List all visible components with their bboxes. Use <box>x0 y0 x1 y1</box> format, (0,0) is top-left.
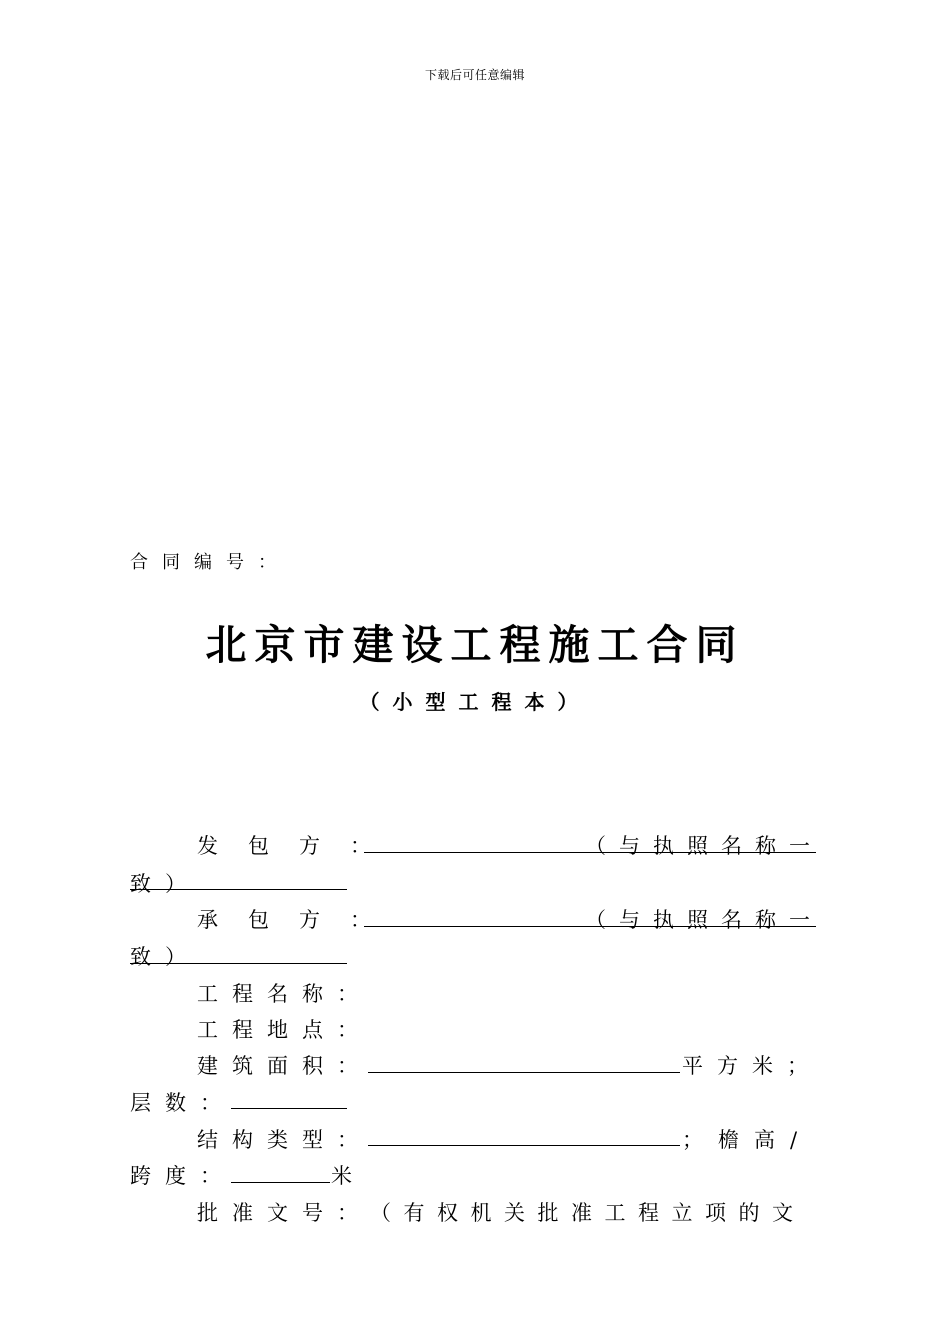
document-title: 北京市建设工程施工合同 <box>205 621 745 669</box>
floors-blank-line[interactable] <box>231 1108 347 1109</box>
contractor-label: 承包方： <box>197 908 401 932</box>
approval-note: （有权机关批准工程立项的文 <box>370 1201 806 1225</box>
structure-type-blank-line[interactable] <box>368 1145 680 1146</box>
building-area-label: 建筑面积： <box>197 1054 372 1078</box>
span-blank-line[interactable] <box>231 1182 330 1183</box>
floors-label: 层数： <box>130 1091 235 1115</box>
project-location-label: 工程地点： <box>197 1018 372 1042</box>
contractor-note-underline <box>130 963 347 964</box>
approval-number-label: 批准文号： <box>197 1201 372 1225</box>
structure-type-label: 结构类型： <box>197 1128 372 1152</box>
page-header-note: 下载后可任意编辑 <box>424 68 525 82</box>
contractor-license-note-cont: 致） <box>130 945 200 969</box>
document-subtitle: （小型工程本） <box>359 690 591 714</box>
eave-height-label: ；檐高/ <box>682 1128 813 1152</box>
contractor-license-note: （与执照名称一 <box>585 908 823 932</box>
meter-unit: 米 <box>331 1164 352 1188</box>
building-area-blank-line[interactable] <box>368 1072 680 1073</box>
square-meter-unit: 平方米； <box>682 1054 822 1078</box>
contract-number-label: 合同编号： <box>130 552 290 573</box>
employer-label: 发包方： <box>197 834 401 858</box>
employer-license-note: （与执照名称一 <box>585 834 823 858</box>
employer-note-underline <box>130 889 347 890</box>
employer-license-note-cont: 致） <box>130 872 200 896</box>
span-label: 跨度： <box>130 1164 235 1188</box>
project-name-label: 工程名称： <box>197 982 372 1006</box>
